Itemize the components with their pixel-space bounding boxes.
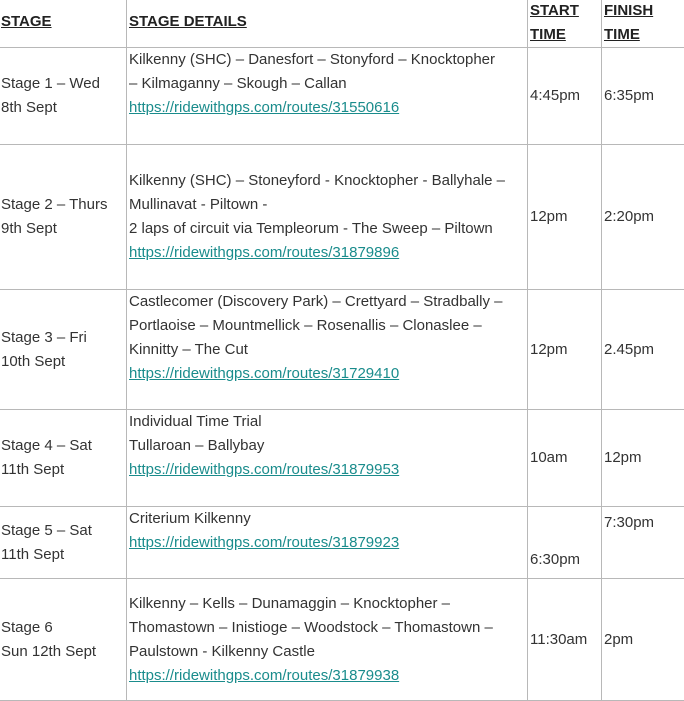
table-row	[0, 48, 684, 145]
start-time-cell: 6:30pm	[528, 507, 602, 579]
stage-cell: Stage 2 – Thurs 9th Sept	[0, 145, 127, 290]
table-row	[0, 579, 684, 701]
header-finish-time: FINISH TIME	[602, 0, 684, 48]
finish-time-cell: 6:35pm	[602, 48, 684, 145]
stage-details-cell: Castlecomer (Discovery Park) – Crettyard – Stradbally – Portlaoise – Mountmellick – Rosenallis – Clonaslee – Kinnitty – The Cut https://ridewithgps.com/routes/31729410	[127, 290, 528, 410]
finish-time-cell: 12pm	[602, 410, 684, 507]
finish-time-cell: 2:20pm	[602, 145, 684, 290]
start-time-cell: 4:45pm	[528, 48, 602, 145]
start-time-cell: 11:30am	[528, 579, 602, 701]
route-link[interactable]: https://ridewithgps.com/routes/31879923	[129, 534, 399, 551]
route-link[interactable]: https://ridewithgps.com/routes/31550616	[129, 99, 399, 116]
header-stage-details: STAGE DETAILS	[127, 0, 528, 48]
route-link[interactable]: https://ridewithgps.com/routes/31879896	[129, 244, 399, 261]
start-time-cell: 10am	[528, 410, 602, 507]
finish-time-cell: 2.45pm	[602, 290, 684, 410]
stage-details-cell: Individual Time Trial Tullaroan – Ballybay https://ridewithgps.com/routes/31879953	[127, 410, 528, 507]
header-row	[0, 0, 684, 48]
stage-cell: Stage 5 – Sat 11th Sept	[0, 507, 127, 579]
finish-time-cell: 7:30pm	[602, 507, 684, 579]
table-row	[0, 145, 684, 290]
table-row	[0, 290, 684, 410]
stage-details-cell: Kilkenny (SHC) – Stoneyford - Knocktopher - Ballyhale – Mullinavat - Piltown - 2 laps of circuit via Templeorum - The Sweep – Piltown https://ridewithgps.com/routes/31879896	[127, 145, 528, 290]
stage-details-cell: Kilkenny – Kells – Dunamaggin – Knocktopher – Thomastown – Inistioge – Woodstock – Thomastown – Paulstown - Kilkenny Castle https://ridewithgps.com/routes/31879938	[127, 579, 528, 701]
stage-cell: Stage 3 – Fri 10th Sept	[0, 290, 127, 410]
route-link[interactable]: https://ridewithgps.com/routes/31729410	[129, 365, 399, 382]
route-link[interactable]: https://ridewithgps.com/routes/31879938	[129, 667, 399, 684]
table-row	[0, 507, 684, 579]
finish-time-cell: 2pm	[602, 579, 684, 701]
stage-cell: Stage 1 – Wed 8th Sept	[0, 48, 127, 145]
route-link[interactable]: https://ridewithgps.com/routes/31879953	[129, 461, 399, 478]
start-time-cell: 12pm	[528, 145, 602, 290]
stage-details-cell: Kilkenny (SHC) – Danesfort – Stonyford – Knocktopher – Kilmaganny – Skough – Callan https://ridewithgps.com/routes/31550616	[127, 48, 528, 145]
table-row	[0, 410, 684, 507]
start-time-cell: 12pm	[528, 290, 602, 410]
stage-details-cell: Criterium Kilkenny https://ridewithgps.com/routes/31879923	[127, 507, 528, 579]
header-start-time: START TIME	[528, 0, 602, 48]
header-stage: STAGE	[0, 0, 127, 48]
stage-cell: Stage 6 Sun 12th Sept	[0, 579, 127, 701]
stage-cell: Stage 4 – Sat 11th Sept	[0, 410, 127, 507]
